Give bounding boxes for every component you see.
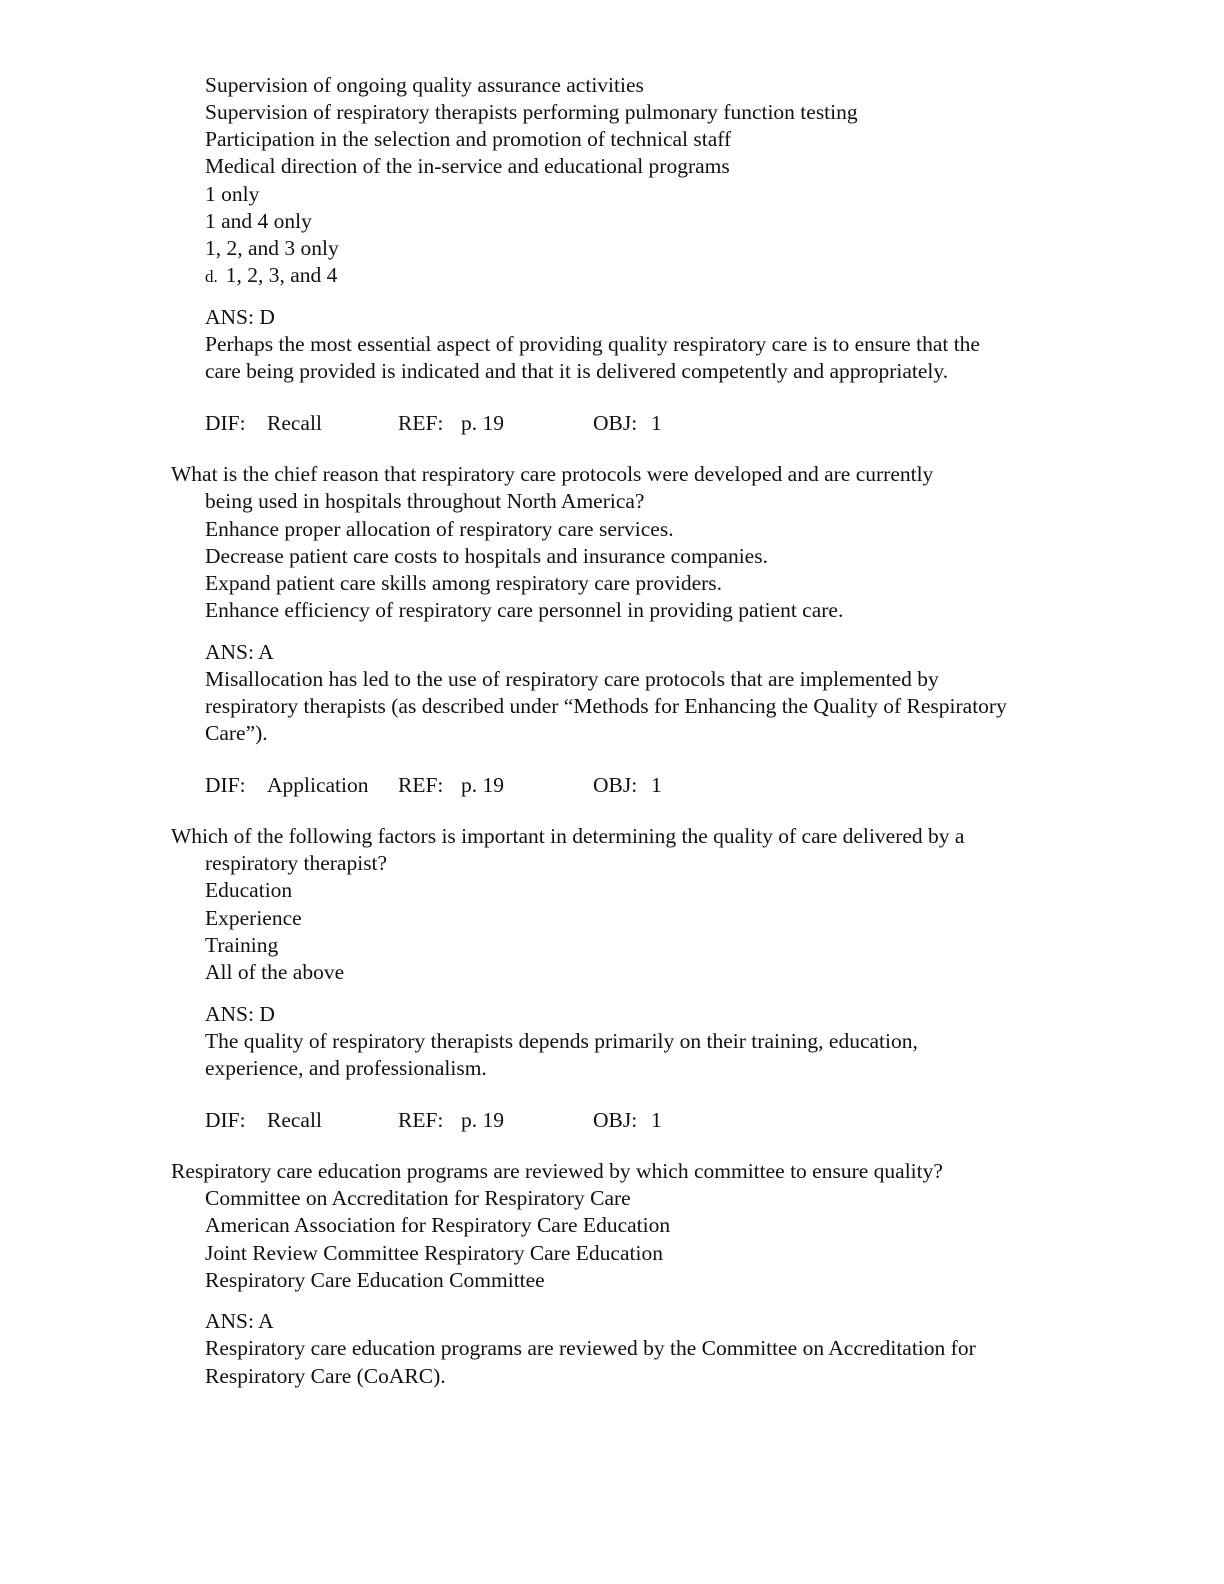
question-stem: respiratory therapist? [205,851,388,875]
obj-value: 1 [651,1108,662,1132]
dif-value: Recall [267,1108,322,1132]
answer-option: Enhance proper allocation of respiratory care services. [205,517,674,541]
obj-label: OBJ: [593,1108,638,1132]
question-stem: being used in hospitals throughout North America? [205,489,645,513]
answer-option [205,262,337,290]
obj-label: OBJ: [593,773,638,797]
ref-label: REF: [398,1108,444,1132]
answer-option: Training [205,933,279,957]
option-text: 1, 2, 3, and 4 [225,263,338,287]
answer-option: All of the above [205,960,345,984]
list-item: Medical direction of the in-service and educational programs [205,154,730,178]
answer-option: Committee on Accreditation for Respiratory Care [205,1186,631,1210]
answer-option: Joint Review Committee Respiratory Care Education [205,1241,663,1265]
ref-value: p. 19 [461,773,504,797]
ref-label: REF: [398,411,444,435]
answer-option: 1, 2, and 3 only [205,236,339,260]
answer-option: Enhance efficiency of respiratory care personnel in providing patient care. [205,598,844,622]
rationale-line: Care”). [205,721,268,745]
rationale-line: care being provided is indicated and that it is delivered competently and appropriately. [205,359,949,383]
dif-label: DIF: [205,773,246,797]
option-letter: d. [205,267,218,286]
answer-key: ANS: D [205,1002,275,1026]
answer-option: Education [205,878,293,902]
dif-label: DIF: [205,411,246,435]
answer-key: ANS: D [205,305,275,329]
obj-value: 1 [651,773,662,797]
rationale-line: Respiratory Care (CoARC). [205,1364,446,1388]
obj-label: OBJ: [593,411,638,435]
rationale-line: The quality of respiratory therapists depends primarily on their training, education, [205,1029,918,1053]
answer-option: Expand patient care skills among respiratory care providers. [205,571,723,595]
rationale-line: Respiratory care education programs are reviewed by the Committee on Accreditation for [205,1336,976,1360]
answer-option: 1 and 4 only [205,209,312,233]
ref-value: p. 19 [461,411,504,435]
answer-option: 1 only [205,182,260,206]
rationale-line: experience, and professionalism. [205,1056,487,1080]
obj-value: 1 [651,411,662,435]
question-stem: Respiratory care education programs are reviewed by which committee to ensure quality? [171,1159,943,1183]
question-stem: Which of the following factors is important in determining the quality of care delivered by a [171,824,965,848]
list-item: Supervision of ongoing quality assurance activities [205,73,644,97]
rationale-line: Misallocation has led to the use of respiratory care protocols that are implemented by [205,667,939,691]
answer-option: American Association for Respiratory Care Education [205,1213,671,1237]
ref-label: REF: [398,773,444,797]
answer-option: Experience [205,906,302,930]
rationale-line: respiratory therapists (as described under “Methods for Enhancing the Quality of Respiratory [205,694,1007,718]
answer-option: Decrease patient care costs to hospitals and insurance companies. [205,544,768,568]
dif-label: DIF: [205,1108,246,1132]
rationale-line: Perhaps the most essential aspect of providing quality respiratory care is to ensure that the [205,332,980,356]
ref-value: p. 19 [461,1108,504,1132]
list-item: Supervision of respiratory therapists performing pulmonary function testing [205,100,858,124]
answer-key: ANS: A [205,1309,274,1333]
dif-value: Recall [267,411,322,435]
answer-key: ANS: A [205,640,274,664]
question-stem: What is the chief reason that respiratory care protocols were developed and are currently [171,462,934,486]
list-item: Participation in the selection and promotion of technical staff [205,127,732,151]
answer-option: Respiratory Care Education Committee [205,1268,545,1292]
dif-value: Application [267,773,369,797]
